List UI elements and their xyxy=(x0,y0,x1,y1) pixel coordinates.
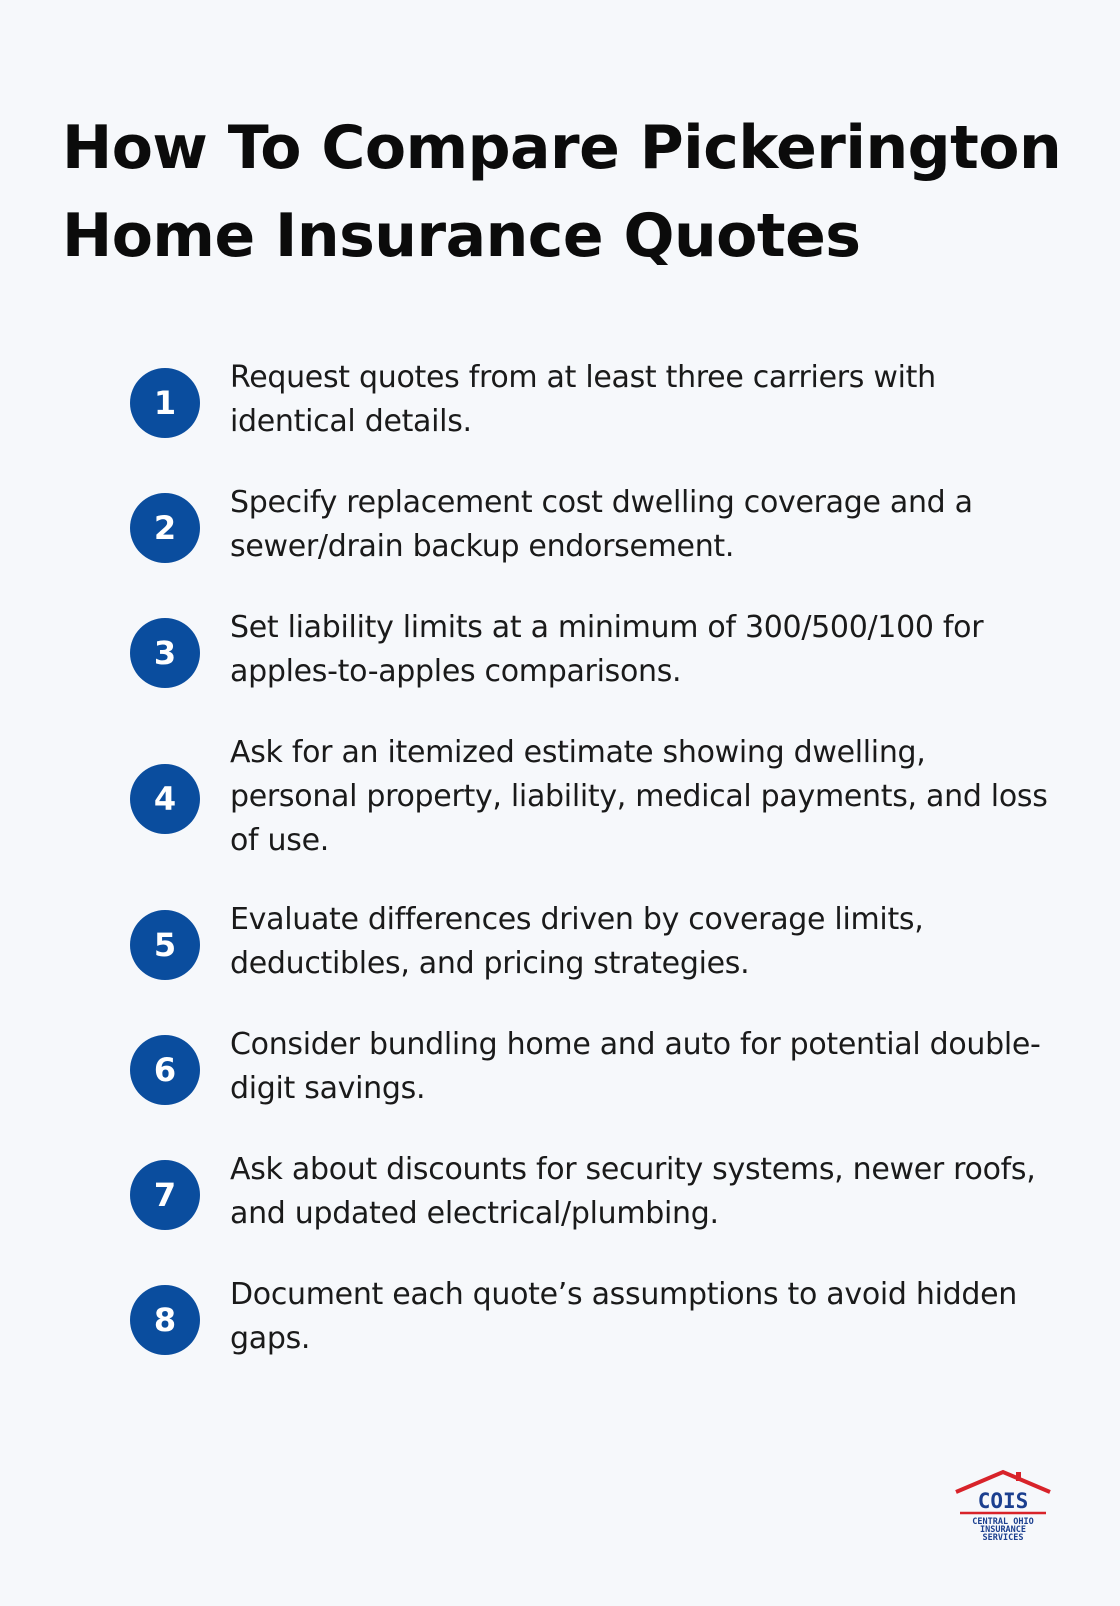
step-text: Document each quote’s assumptions to avoid hidden gaps. xyxy=(230,1277,1017,1356)
chimney-icon xyxy=(1016,1472,1021,1481)
title-line-2: Home Insurance Quotes xyxy=(62,201,861,271)
logo-subtitle-line-3: SERVICES xyxy=(982,1533,1024,1543)
step-number-badge: 4 xyxy=(130,764,200,834)
step-text: Evaluate differences driven by coverage limits, deductibles, and pricing strategies. xyxy=(230,902,924,981)
step-number-badge: 3 xyxy=(130,618,200,688)
step-number-badge: 5 xyxy=(130,910,200,980)
step-text: Specify replacement cost dwelling coverage and a sewer/drain backup endorsement. xyxy=(230,485,973,564)
logo-subtitle-line-2: INSURANCE xyxy=(979,1525,1027,1535)
logo-wordmark: COIS xyxy=(977,1489,1029,1513)
step-number-badge: 6 xyxy=(130,1035,200,1105)
step-text: Request quotes from at least three carriers with identical details. xyxy=(230,360,936,439)
step-text: Ask about discounts for security systems, newer roofs, and updated electrical/plumbing. xyxy=(230,1152,1036,1231)
step-number-badge: 8 xyxy=(130,1285,200,1355)
step-text: Set liability limits at a minimum of 300/500/100 for apples-to-apples comparisons. xyxy=(230,610,984,689)
cois-logo xyxy=(948,1468,1058,1548)
title-line-1: How To Compare Pickerington xyxy=(62,113,1062,183)
step-number-badge: 7 xyxy=(130,1160,200,1230)
step-text: Ask for an itemized estimate showing dwelling, personal property, liability, medical payments, and loss of use. xyxy=(230,735,1048,858)
logo-subtitle-line-1: CENTRAL OHIO xyxy=(972,1517,1034,1527)
step-number-badge: 1 xyxy=(130,368,200,438)
step-number-badge: 2 xyxy=(130,493,200,563)
page-title xyxy=(62,104,1062,280)
step-text: Consider bundling home and auto for potential double-digit savings. xyxy=(230,1027,1041,1106)
